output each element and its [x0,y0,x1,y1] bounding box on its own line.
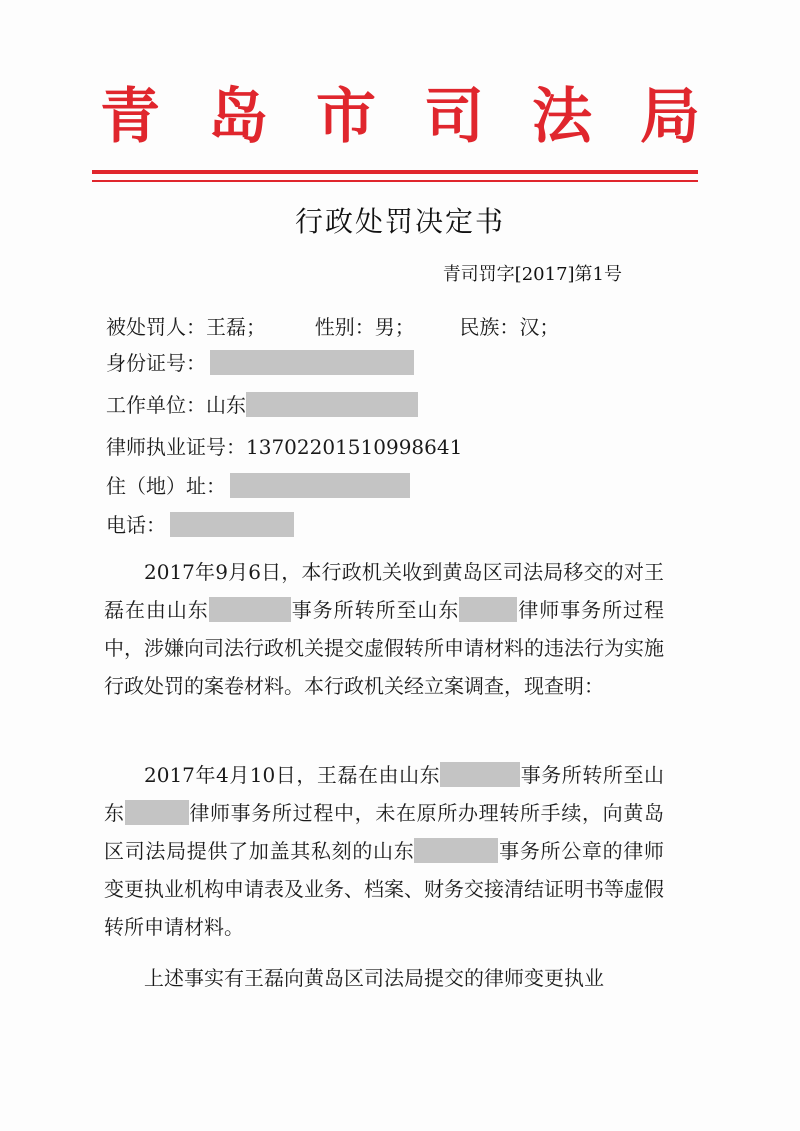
address-label: 住（地）址： [106,474,226,498]
org-char: 岛 [208,82,268,152]
redacted-id-number [210,350,414,375]
ethnicity-label: 民族： [459,315,520,339]
redacted-workplace [246,392,418,417]
redacted-firm-name [440,762,520,787]
paragraph-1 [104,553,664,705]
phone-label: 电话： [106,513,166,537]
workplace-prefix: 山东 [206,393,246,417]
redacted-firm-name [209,597,291,622]
paragraph-2 [104,756,664,946]
org-char: 法 [532,82,592,152]
paragraph-1-text-c: 律师事务所过程中，涉嫌向司法行政机关提交虚假转所申请材料的违法行为实施行政处罚的案卷材料。本行政机关经立案调查，现查明： [104,598,665,698]
license-row [106,433,462,461]
party-name-label: 被处罚人： [106,315,206,339]
org-char: 市 [316,82,376,152]
org-char: 青 [100,82,160,152]
redacted-address [230,473,410,498]
header-red-rule-thin [92,180,698,182]
org-char: 司 [424,82,484,152]
party-name: 王磊； [206,315,266,339]
org-char: 局 [640,82,700,152]
party-info-row [106,313,559,341]
id-number-label: 身份证号： [106,351,206,375]
workplace-label: 工作单位： [106,393,206,417]
paragraph-2-text-b: 事务所转所至山东 [104,763,664,825]
paragraph-2-text-c: 律师事务所过程中，未在原所办理转所手续，向黄岛区司法局提供了加盖其私刻的山东 [104,801,665,863]
document-title: 行政处罚决定书 [294,205,505,238]
paragraph-2-text-d: 事务所公章的律师变更执业机构申请表及业务、档案、财务交接清结证明书等虚假转所申请材料。 [104,839,665,939]
gender-label: 性别： [314,315,375,339]
header-red-rule-thick [92,170,698,174]
ethnicity-value: 汉； [519,315,560,339]
license-number: 13702201510998641 [246,435,463,459]
workplace-row [106,391,418,419]
paragraph-2-text-a: 2017年4月10日，王磊在由山东 [144,763,441,787]
gender-value: 男； [374,315,415,339]
paragraph-1-text-a: 2017年9月6日，本行政机关收到黄岛区司法局移交的对王磊在由山东 [104,560,664,622]
phone-row [106,511,294,539]
id-number-row [106,349,414,377]
issuing-authority-header [100,82,700,152]
redacted-phone [170,512,294,537]
redacted-firm-name [459,597,517,622]
paragraph-1-text-b: 事务所转所至山东 [290,598,460,622]
paragraph-3 [104,959,664,997]
redacted-firm-name [414,838,498,863]
address-row [106,472,410,500]
redacted-firm-name [125,800,189,825]
license-label: 律师执业证号： [106,435,246,459]
document-number: 青司罚字[2017]第1号 [442,264,622,285]
paragraph-3-text: 上述事实有王磊向黄岛区司法局提交的律师变更执业 [144,966,604,990]
